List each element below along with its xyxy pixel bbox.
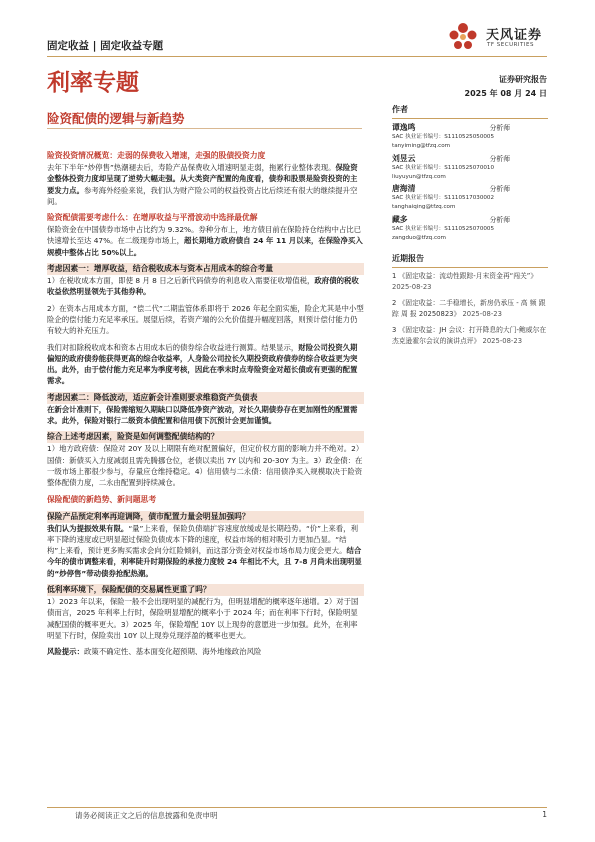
author-role: 分析师	[489, 185, 510, 193]
logo-name-cn: 天风证券	[486, 28, 543, 43]
subtitle-divider	[47, 128, 362, 129]
recent-reports	[392, 253, 548, 348]
section-heading: 保险产品预定利率再迎调降，债市配置力量会明显加强吗？	[47, 511, 364, 523]
brand-logo	[444, 18, 554, 54]
logo-mark-icon	[444, 18, 482, 54]
author-name: 藏多	[392, 214, 408, 224]
section-heading: 险资投资情况概览：走弱的保费收入增速，走强的股债投资力度	[47, 151, 266, 160]
author-header	[392, 122, 510, 133]
section-heading: 综合上述考虑因素，险资是如何调整配债结构的？	[47, 431, 364, 443]
section	[47, 646, 364, 657]
footer-disclaimer[interactable]: 请务必阅读正文之后的信息披露和免责申明	[75, 811, 218, 820]
paragraph	[47, 162, 364, 207]
author-cert-number: S1110525070005	[444, 225, 495, 232]
recent-report-date: 2025-08-23	[482, 337, 523, 345]
author-header	[392, 214, 510, 225]
author-header	[392, 153, 510, 164]
report-subtitle: 险资配债的逻辑与新趋势	[47, 111, 185, 126]
section-heading: 险资配债需要考虑什么：在增厚收益与平滑波动中选择最优解	[47, 213, 258, 223]
emphasis-text: 风险提示：	[47, 647, 84, 657]
author-cert	[392, 164, 548, 173]
author-card	[392, 153, 548, 182]
section	[47, 263, 364, 387]
section-heading: 低利率环境下，保险配债的交易属性更重了吗？	[47, 584, 364, 596]
section-heading: 保险配债的新趋势、新问题思考	[47, 494, 157, 504]
recent-report-item[interactable]	[392, 325, 548, 348]
report-date: 2025 年 08 月 24 日	[464, 89, 547, 98]
paragraph	[47, 342, 364, 387]
author-cert-number: S1110525050005	[444, 134, 495, 140]
body-text: 1）在税收成本方面，即使 8 月 8 日之后新代码债券的利息收入需要征收增值税，	[47, 276, 315, 286]
report-type: 证券研究报告	[499, 75, 547, 84]
author-role: 分析师	[489, 215, 510, 224]
paragraph	[47, 523, 364, 579]
paragraph	[47, 224, 364, 258]
recent-report-item[interactable]	[392, 298, 548, 321]
author-cert-label: SAC 执业证书编号：	[392, 164, 445, 171]
breadcrumb: 固定收益 | 固定收益专题	[47, 40, 164, 52]
body-text: 参考海外经验来说，我们认为财产险公司的权益投资占比后续还有很大的继续提升空间。	[47, 185, 358, 206]
paragraph	[47, 596, 364, 641]
author-cert	[392, 133, 548, 142]
section	[47, 150, 364, 207]
author-cert	[392, 194, 548, 203]
emphasis-text: 保险资金整体投资力度却呈现了逆势大幅走强。从大类资产配置的角度看，债券和股票是险资投资的主要发力点。	[47, 163, 358, 195]
emphasis-text: 政府债的税收收益依然明显领先于其他券种。	[47, 276, 359, 297]
section	[47, 584, 364, 641]
emphasis-text: 我们认为提振效果有限。	[47, 523, 129, 533]
author-cert-number: S1110525070010	[444, 164, 495, 171]
author-cert-label: SAC 执业证书编号：	[392, 195, 445, 201]
body-text: 1）地方政府债：保险对 20Y 及以上期限有绝对配置偏好，但定价权方面的影响力并不绝对。2）国债：新债买入力度减弱且需先腾挪仓位，老债以卖出 7Y 以内和 20-30Y 为主。3）政金债：在一级市场上都很少参与，存量应仓维持稳定。4）信用债与二永债：信用债净买入规模取决于险资整体配债力度，二永由配置到持续减仓。	[47, 444, 364, 488]
author-cert	[392, 225, 548, 234]
body-text: 政策不确定性、基本面变化超预期、海外地缘政治风险	[83, 647, 262, 657]
paragraph	[47, 275, 364, 298]
paragraph	[47, 303, 364, 337]
recent-reports-heading: 近期报告	[392, 253, 548, 268]
section-heading: 考虑因素一：增厚收益，结合税收成本与资本占用成本的综合考量	[47, 263, 364, 275]
section	[47, 212, 364, 258]
author-card	[392, 183, 548, 212]
section	[47, 494, 364, 506]
section	[47, 431, 364, 488]
author-header	[392, 183, 510, 194]
author-cert-label: SAC 执业证书编号：	[392, 225, 445, 232]
body-text: 2）在资本占用成本方面，“偿二代”二期监管体系即将于 2026 年起全面实施，险企尤其是中小型险企的偿付能力充足率承压。展望后续，若资产端的公允价值提升幅度回落，则预计偿付能力仍有较大的补充压力。	[47, 303, 364, 336]
authors-heading: 作者	[392, 104, 548, 119]
main-content	[47, 150, 364, 663]
author-name: 唐海清	[392, 184, 416, 193]
section	[47, 511, 364, 579]
section	[47, 392, 364, 427]
author-name: 刘昱云	[392, 153, 416, 163]
header-divider	[47, 56, 547, 57]
author-cert-label: SAC 执业证书编号：	[392, 134, 445, 140]
recent-report-date: 2025-08-23	[462, 310, 502, 318]
paragraph	[47, 646, 364, 657]
recent-report-title: 2 《固定收益：二手稳增长，新房仍承压 - 高 频 跟 踪 周 报 20250823》	[392, 298, 546, 318]
body-text: 我们对扣除税收成本和资本占用成本后的债券综合收益进行测算。结果显示，	[47, 342, 299, 352]
body-text: 1）2023 年以来，保险一般不会出现明显的减配行为，但明显增配的概率逐年递增。2）对于国债而言，2025 年利率上行时，保险明显增配的概率小于 2024 年；而在利率下行时，保险明显减配国债的概率更大。3）2025 年，保险增配 10Y 以上现券的意愿进一步加强。此外，在利率明显下行时，保险卖出 10Y 以上现券兑现浮盈的概率也更大。	[47, 597, 359, 640]
emphasis-text: 在新会计准则下，保险需缩短久期缺口以降低净资产波动，对长久期债券存在更加刚性的配置需求。此外，保险对银行二级资本债配置和信用债下沉预计会更加谨慎。	[47, 404, 358, 426]
recent-report-title: 3 《固定收益：JH 会议：打开降息的大门-鲍威尔在杰克逊霍尔会议的演讲点评》	[392, 325, 547, 345]
author-role: 分析师	[489, 124, 510, 132]
author-cert-number: S1110517030002	[444, 195, 495, 201]
author-name: 谭逸鸣	[392, 123, 416, 132]
author-email[interactable]: tanyiming@tfzq.com	[392, 143, 451, 149]
sidebar	[392, 104, 548, 352]
author-email[interactable]: tanghaiqing@tfzq.com	[392, 204, 456, 210]
page-number: 1	[542, 810, 547, 819]
author-email[interactable]: liuyuyun@tfzq.com	[392, 173, 446, 180]
paragraph	[47, 443, 364, 488]
emphasis-text: 超长期地方政府债自 24 年 11 月以来，在保险净买入规模中整体占比 50%以上。	[47, 236, 363, 257]
logo-name-en: TF SECURITIES	[487, 42, 534, 48]
author-card	[392, 214, 548, 243]
author-role: 分析师	[489, 154, 510, 163]
body-text: “量”上来看，保险负债端扩容速度放缓或是长期趋势。“价”上来看，利率下降的速度或已明显超过保险负债成本下降的速度，权益市场的相对吸引力更加凸显。“结构”上来看，预计更多购买需求会向分红险倾斜，而这部分资金对权益市场布局力度会更大。	[47, 523, 358, 556]
author-card	[392, 122, 548, 151]
recent-report-list	[392, 271, 548, 348]
section-heading: 考虑因素二：降低波动，适应新会计准则要求维稳资产负债表	[47, 392, 364, 404]
page-title: 利率专题	[47, 70, 139, 96]
paragraph	[47, 404, 364, 427]
recent-report-title: 1 《固定收益：流动性跟踪-月末资金再“闯关”》	[392, 271, 538, 280]
emphasis-text: 结合今年的债市调整来看，利率陡升时期保险的承接力度较 24 年相比不大，且 7-8 月尚未出现明显的“炒停售”带动债券抢配热潮。	[47, 546, 362, 578]
recent-report-date: 2025-08-23	[392, 283, 432, 291]
author-list	[392, 122, 548, 243]
body-text: 保险资金在中国债券市场中占比约为 9.32%。券种分布上，地方债目前在保险持仓结构中占比已快速增长至达 47%。在二级现券市场上，	[47, 225, 362, 246]
footer-divider	[47, 807, 547, 808]
recent-report-item[interactable]	[392, 271, 548, 294]
body-text: 去年下半年“炒停售”热潮褪去后，寿险产品保费收入增速明显走弱，拖累行业整体表现。	[47, 163, 336, 172]
author-email[interactable]: zangduo@tfzq.com	[392, 234, 446, 241]
emphasis-text: 财险公司投资久期偏短的政府债券能获得更高的综合收益率，人身险公司拉长久期投资政府债券的综合收益更为突出。此外，由于偿付能力充足率为季度考核，因此在季末时点寿险资金对超长债或有更强的配置需求。	[47, 342, 358, 386]
